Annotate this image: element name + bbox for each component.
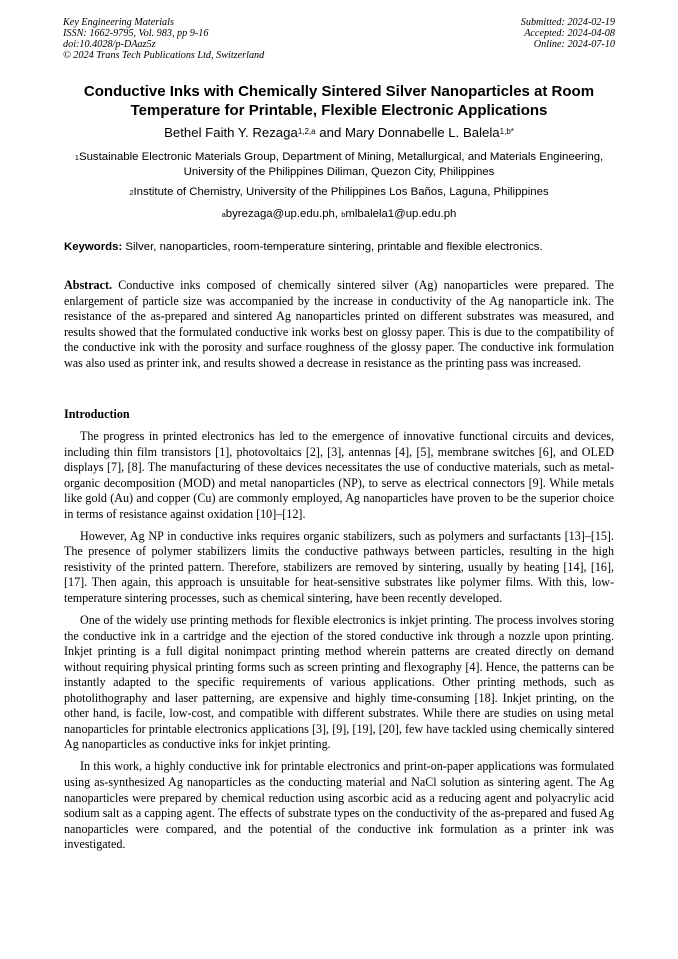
affiliation-2-mark: 2 — [129, 188, 134, 197]
email-b[interactable]: mlbalela1@up.edu.ph — [345, 208, 457, 220]
author-2: Mary Donnabelle L. Balela — [344, 125, 500, 140]
abstract-label: Abstract. — [64, 278, 113, 292]
author-conjunction: and — [315, 125, 345, 140]
issn: ISSN: 1662-9795, Vol. 983, pp 9-16 — [63, 28, 209, 39]
affiliation-1-mark: 1 — [74, 153, 79, 162]
keywords-label: Keywords: — [64, 241, 123, 253]
intro-paragraph: One of the widely use printing methods for flexible electronics is inkjet printing. The process involves storing the conductive ink in a cartridge and the ejection of the stored conductive ink through a nozzle upon printing. Inkjet printing is a full digital nonimpact printing method wherein patterns are created directly on demand without requiring physical printing forms such as screen printing and flexography [4]. Hence, the patterns can be instantly adapted to the specific requirements of various applications. Other printing methods, such as photolithography and laser patterning, are expensive and highly time-consuming [18]. Inkjet printing, on the other hand, is facile, low-cost, and compatible with different substrates. While there are studies on using metal nanoparticles for printable electronics applications [3], [9], [19], [20], few have tackled using chemically sintered Ag nanoparticles as conductive inks for inkjet printing. — [64, 613, 614, 752]
affiliation-2-text: Institute of Chemistry, University of the Philippines Los Baños, Laguna, Philippines — [133, 186, 549, 198]
paper-title: Conductive Inks with Chemically Sintered Silver Nanoparticles at Room Temperature for Printable, Flexible Electronic Applications — [83, 83, 595, 119]
keywords-text: Silver, nanoparticles, room-temperature sintering, printable and flexible electronics. — [122, 241, 543, 253]
abstract-text: Conductive inks composed of chemically sintered silver (Ag) nanoparticles were prepared. The enlargement of particle size was accompanied by the increase in conductivity of the Ag nanoparticle ink. The resistance of the as-prepared and sintered Ag nanoparticles printed on different substrates was measured, and results showed that the formulated conductive ink works best on glossy paper. This is due to the compatibility of the conductive ink with the porosity and surface roughness of the glossy paper. The conductive ink formulation was also used as printer ink, and results showed a decrease in resistance as the printing pass was increased. — [64, 278, 614, 370]
intro-paragraph: However, Ag NP in conductive inks requires organic stabilizers, such as polymers and surfactants [13]–[15]. The presence of polymer stabilizers limits the conductive pathways between particles, resulting in the high resistivity of the printed pattern. Therefore, stabilizers are removed by sintering, usually by heating [14], [16], [17]. Then again, this approach is unsuitable for heat-sensitive substrates like polymer films. With this, low-temperature sintering processes, such as chemical sintering, have been recently developed. — [64, 528, 614, 605]
email-a-mark: a — [221, 210, 226, 219]
publication-dates — [521, 17, 615, 50]
copyright: © 2024 Trans Tech Publications Ltd, Switzerland — [63, 50, 265, 61]
affiliation-2 — [70, 185, 608, 200]
author-1: Bethel Faith Y. Rezaga — [164, 125, 298, 140]
journal-info — [63, 17, 264, 61]
abstract — [64, 278, 614, 371]
affiliation-1-text: Sustainable Electronic Materials Group, Department of Mining, Metallurgical, and Materials Engineering, University of the Philippines Diliman, Quezon City, Philippines — [78, 151, 604, 178]
author-emails — [70, 207, 608, 222]
intro-paragraph: The progress in printed electronics has led to the emergence of innovative functional circuits and devices, including thin film transistors [1], photovoltaics [2], [3], antennas [4], [5], membrane switches [6], and OLED displays [7], [8]. The manufacturing of these devices necessitates the use of conductive materials, such as metal-organic decomposition (MOD) and metal nanoparticles (NP), to serve as electrical connectors [9]. While metals like gold (Au) and copper (Cu) are commonly employed, Ag nanoparticles have proven to be the superior choice in terms of resistance against oxidation [10]–[12]. — [64, 429, 614, 521]
author-1-affil: 1,2,a — [297, 127, 316, 136]
affiliation-1 — [70, 150, 608, 180]
journal-name: Key Engineering Materials — [63, 17, 174, 28]
doi: doi:10.4028/p-DAaz5z — [63, 39, 156, 50]
author-list — [40, 124, 638, 141]
introduction-heading: Introduction — [64, 407, 130, 421]
online-date: Online: 2024-07-10 — [533, 39, 615, 50]
submitted-date: Submitted: 2024-02-19 — [520, 17, 615, 28]
author-2-affil: 1,b* — [499, 127, 514, 136]
keywords — [64, 240, 616, 255]
email-a[interactable]: byrezaga@up.edu.ph, — [225, 208, 342, 220]
intro-paragraph: In this work, a highly conductive ink for printable electronics and print-on-paper applications was formulated using as-synthesized Ag nanoparticles as the conducting material and NaCl solution as sintering agent. The Ag nanoparticles were prepared by chemical reduction using ascorbic acid as a reducing agent and polyacrylic acid sodium salt as a capping agent. The effects of substrate types on the conductivity of the as-prepared and fused Ag nanoparticles were compared, and the potential of the conductive ink formulation as a printer ink was investigated. — [64, 759, 614, 852]
introduction-body — [64, 429, 614, 859]
accepted-date: Accepted: 2024-04-08 — [524, 28, 615, 39]
email-b-mark: b — [341, 210, 346, 219]
